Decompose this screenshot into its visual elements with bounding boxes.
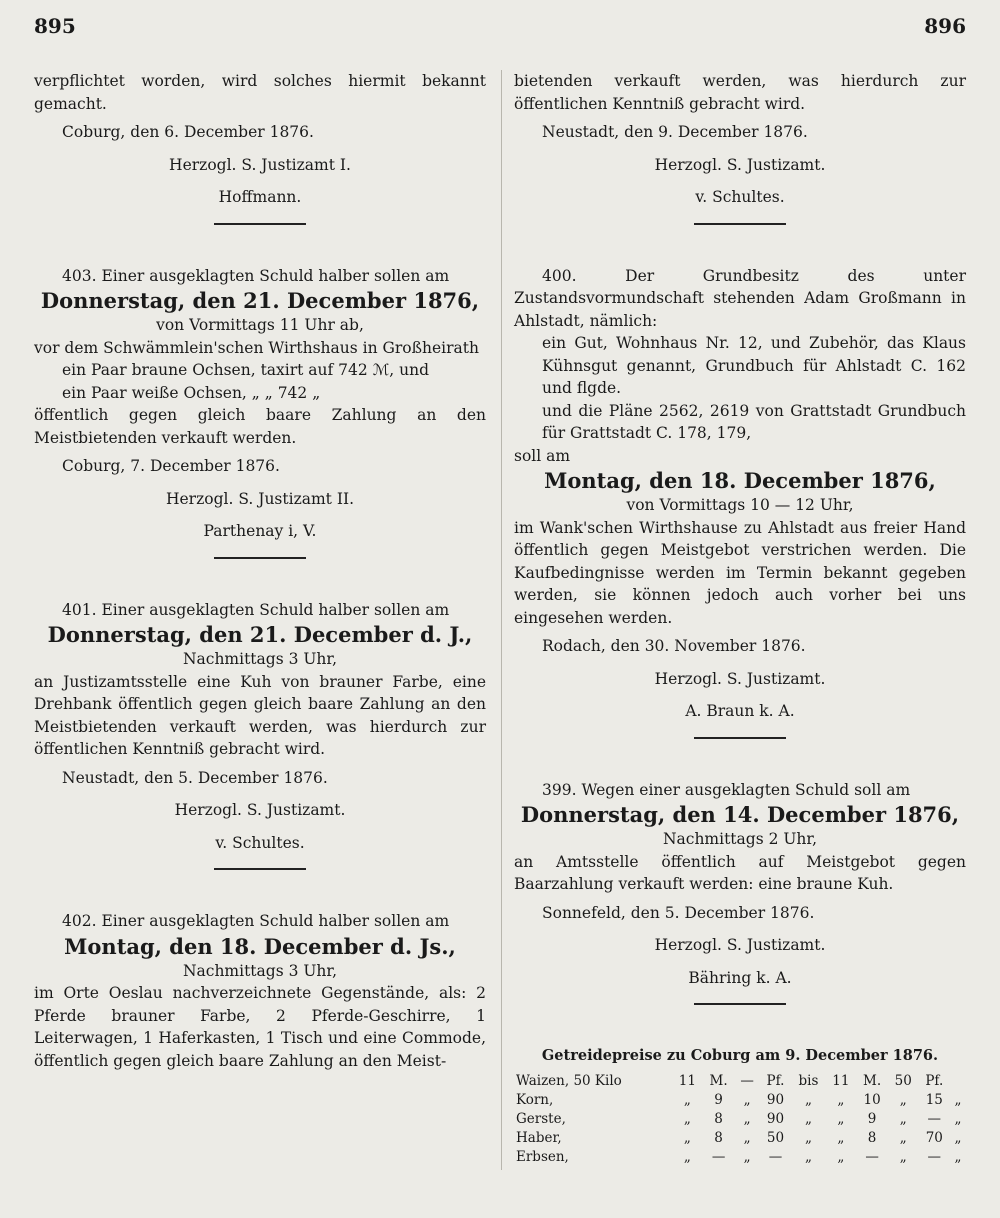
property-item: und die Pläne 2562, 2619 von Grattstadt Grundbuch für Grattstadt C. 178, 179, — [542, 401, 966, 442]
price-cell: 11 — [678, 1072, 696, 1089]
price-cell: „ — [743, 1091, 751, 1108]
signatory: A. Braun k. A. — [685, 702, 795, 720]
court-office: Herzogl. S. Justizamt II. — [165, 489, 355, 508]
separator-rule — [694, 1003, 786, 1005]
price-cell: „ — [683, 1148, 691, 1165]
auction-time: Nachmittags 3 Uhr, — [182, 961, 338, 980]
price-cell: „ — [954, 1148, 962, 1165]
price-cell: — — [768, 1148, 783, 1165]
price-cell: Waizen, 50 Kilo — [516, 1072, 622, 1089]
court-office: Herzogl. S. Justizamt. — [654, 936, 826, 954]
price-cell: „ — [899, 1148, 907, 1165]
column-divider — [501, 70, 502, 1170]
price-cell: „ — [743, 1110, 751, 1127]
price-cell: Pf. — [766, 1072, 785, 1089]
price-cell: — — [865, 1148, 879, 1165]
auction-time: Nachmittags 2 Uhr, — [662, 830, 818, 848]
page-number-left: 895 — [34, 14, 76, 38]
price-cell: „ — [804, 1148, 812, 1165]
continued-text: verpflichtet worden, wird solches hiermit bekannt gemacht. — [34, 72, 486, 113]
price-cell: Gerste, — [516, 1110, 566, 1127]
price-cell: „ — [804, 1091, 812, 1108]
signatory: v. Schultes. — [215, 833, 305, 852]
price-cell: „ — [683, 1091, 691, 1108]
price-cell: „ — [837, 1110, 845, 1127]
notice-body: im Orte Oeslau nachverzeichnete Gegenstände, als: 2 Pferde brauner Farbe, 2 Pferde-Geschirre, 1 Leiterwagen, 1 Haferkasten, 1 Tisch und eine Commode, öffentlich gegen gleich baare Zahlung an den Meist- — [34, 984, 486, 1070]
notice-text: soll am — [514, 446, 571, 465]
court-office: Herzogl. S. Justizamt I. — [169, 155, 351, 174]
price-cell: „ — [837, 1091, 845, 1108]
price-cell: „ — [837, 1148, 845, 1165]
notice-body: öffentlich gegen gleich baare Zahlung an den Meistbietenden verkauft werden. — [34, 406, 486, 447]
price-cell: „ — [899, 1129, 907, 1146]
price-cell: 70 — [925, 1129, 943, 1146]
place-date: Neustadt, den 9. December 1876. — [542, 123, 808, 141]
price-cell: M. — [863, 1072, 882, 1089]
notice-intro: 402. Einer ausgeklagten Schuld halber sollen am — [62, 912, 450, 930]
prices-title: Getreidepreise zu Coburg am 9. December 1876. — [541, 1047, 939, 1064]
notice-399 — [514, 779, 966, 990]
notice-body: an Justizamtsstelle eine Kuh von brauner Farbe, eine Drehbank öffentlich gegen gleich baare Zahlung an den Meistbietenden verkauft werden, was hierdurch zur öffentlichen Kenntniß gebracht wird. — [34, 672, 486, 758]
price-cell: „ — [954, 1129, 962, 1146]
price-cell: 90 — [766, 1110, 785, 1127]
price-cell: Erbsen, — [516, 1148, 569, 1165]
price-cell: „ — [804, 1129, 812, 1146]
continued-text: bietenden verkauft werden, was hierdurch zur öffentlichen Kenntniß gebracht wird. — [514, 72, 966, 113]
price-cell: „ — [954, 1110, 962, 1127]
price-cell: 50 — [894, 1072, 912, 1089]
place-date: Sonnefeld, den 5. December 1876. — [542, 903, 815, 922]
place-date: Coburg, den 6. December 1876. — [62, 123, 314, 141]
price-cell: 9 — [714, 1091, 723, 1108]
auction-date: Donnerstag, den 14. December 1876, — [520, 802, 960, 827]
place-date: Neustadt, den 5. December 1876. — [62, 768, 328, 787]
notice-403 — [34, 265, 486, 543]
auction-item: ein Paar braune Ochsen, taxirt auf 742 ℳ, und — [62, 361, 430, 379]
auction-time: von Vormittags 11 Uhr ab, — [156, 316, 364, 334]
grain-prices — [514, 1045, 966, 1167]
auction-date: Donnerstag, den 21. December d. J., — [47, 622, 473, 647]
price-row — [514, 1129, 966, 1148]
right-column — [514, 70, 966, 1167]
price-cell: „ — [743, 1148, 751, 1165]
notice-intro: 401. Einer ausgeklagten Schuld halber sollen am — [62, 600, 450, 619]
price-row — [514, 1148, 966, 1167]
auction-date: Montag, den 18. December d. Js., — [64, 933, 456, 959]
price-cell: 90 — [766, 1091, 785, 1108]
price-row — [514, 1091, 966, 1110]
price-cell: M. — [709, 1072, 728, 1089]
signatory: Bähring k. A. — [688, 968, 792, 987]
price-cell: 15 — [925, 1091, 943, 1108]
property-item: ein Gut, Wohnhaus Nr. 12, und Zubehör, das Klaus Kühnsgut genannt, Grundbuch für Ahlstadt C. 162 und flgde. — [542, 334, 966, 397]
price-cell: — — [927, 1110, 942, 1127]
court-office: Herzogl. S. Justizamt. — [174, 801, 346, 819]
separator-rule — [214, 868, 306, 870]
price-cell: 8 — [714, 1110, 723, 1127]
price-cell: — — [927, 1148, 942, 1165]
price-cell: „ — [954, 1091, 962, 1108]
notice-body: an Amtsstelle öffentlich auf Meistgebot gegen Baarzahlung verkauft werden: eine braune Kuh. — [514, 852, 966, 893]
signatory: Parthenay i, V. — [203, 522, 317, 540]
signatory: v. Schultes. — [695, 188, 785, 206]
price-cell: 8 — [714, 1129, 723, 1146]
separator-rule — [694, 737, 786, 739]
court-office: Herzogl. S. Justizamt. — [654, 669, 826, 688]
separator-rule — [214, 557, 306, 559]
notice-intro: 400. Der Grundbesitz des unter Zustandsvormundschaft stehenden Adam Großmann in Ahlstadt, nämlich: — [514, 266, 966, 330]
price-cell: — — [740, 1072, 754, 1089]
price-cell: „ — [683, 1110, 691, 1127]
notice-intro: 399. Wegen einer ausgeklagten Schuld soll am — [542, 780, 911, 799]
notice-401 — [34, 599, 486, 855]
price-row — [514, 1072, 966, 1091]
price-cell: 50 — [766, 1129, 785, 1146]
auction-date: Donnerstag, den 21. December 1876, — [40, 288, 480, 313]
price-cell: Pf. — [925, 1072, 944, 1089]
price-cell: Korn, — [516, 1091, 554, 1108]
price-cell: 10 — [863, 1091, 881, 1108]
price-row — [514, 1110, 966, 1129]
price-cell: 9 — [867, 1110, 877, 1127]
price-cell: Haber, — [516, 1129, 562, 1146]
separator-rule — [214, 223, 306, 225]
price-cell: — — [711, 1148, 726, 1165]
left-column — [34, 70, 486, 1072]
auction-item: ein Paar weiße Ochsen, „ „ 742 „ — [62, 383, 321, 402]
price-cell: 11 — [832, 1072, 850, 1089]
page-number-right: 896 — [924, 14, 966, 38]
court-office: Herzogl. S. Justizamt. — [654, 155, 826, 174]
price-cell: „ — [837, 1129, 845, 1146]
price-cell: „ — [804, 1110, 812, 1127]
price-cell: „ — [743, 1129, 751, 1146]
notice-intro: 403. Einer ausgeklagten Schuld halber sollen am — [62, 266, 450, 285]
price-cell: bis — [798, 1072, 819, 1089]
price-cell: „ — [899, 1091, 907, 1108]
auction-date: Montag, den 18. December 1876, — [544, 468, 936, 493]
notice-body: im Wank'schen Wirthshause zu Ahlstadt aus freier Hand öffentlich gegen Meistgebot verstrichen werden. Die Kaufbedingnisse werden im Termin bekannt gegeben werden, sie können jedoch auch vorher bei uns eingesehen werden. — [514, 518, 966, 627]
auction-time: von Vormittags 10 — 12 Uhr, — [626, 496, 854, 514]
auction-location: vor dem Schwämmlein'schen Wirthshaus in Großheirath — [34, 338, 479, 357]
price-cell: „ — [683, 1129, 691, 1146]
notice-400 — [514, 265, 966, 723]
notice-402 — [34, 910, 486, 1072]
price-cell: „ — [899, 1110, 907, 1127]
price-cell: 8 — [867, 1129, 877, 1146]
place-date: Coburg, 7. December 1876. — [62, 457, 280, 475]
signatory: Hoffmann. — [218, 188, 302, 206]
prices-table — [514, 1072, 966, 1167]
separator-rule — [694, 223, 786, 225]
auction-time: Nachmittags 3 Uhr, — [182, 650, 338, 668]
place-date: Rodach, den 30. November 1876. — [542, 637, 806, 655]
